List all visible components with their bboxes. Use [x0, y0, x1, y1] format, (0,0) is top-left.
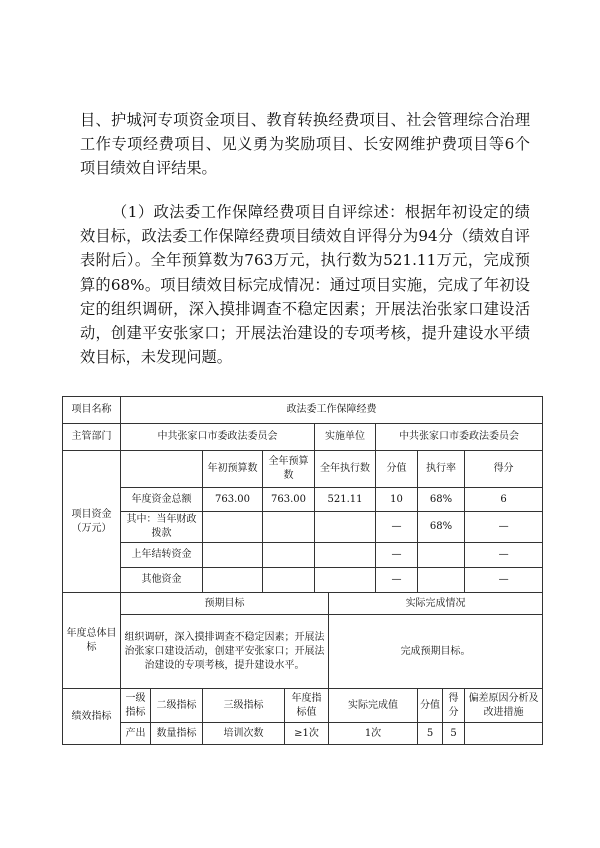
indicator-cell: 培训次数 — [203, 723, 285, 745]
indicator-header: 实际完成值 — [329, 689, 418, 723]
funds-label: 项目资金（万元） — [63, 451, 121, 593]
funds-cell: — — [376, 543, 418, 568]
funds-header-blank — [121, 451, 203, 488]
indicator-header: 三级指标 — [203, 689, 285, 723]
funds-cell — [315, 512, 376, 543]
indicator-cell: 5 — [418, 723, 443, 745]
funds-cell: 68% — [418, 488, 465, 512]
dept-label: 主管部门 — [63, 424, 121, 451]
funds-cell — [418, 543, 465, 568]
project-name: 政法委工作保障经费 — [121, 397, 543, 424]
performance-table — [62, 396, 543, 745]
funds-cell: — — [376, 568, 418, 593]
actual-result: 完成预期目标。 — [329, 615, 543, 689]
expected-goal-header: 预期目标 — [121, 593, 329, 615]
funds-cell: 763.00 — [263, 488, 315, 512]
indicator-header: 二级指标 — [151, 689, 203, 723]
funds-cell: 10 — [376, 488, 418, 512]
indicator-header: 一级指标 — [121, 689, 151, 723]
indicator-cell: 1次 — [329, 723, 418, 745]
funds-header: 执行率 — [418, 451, 465, 488]
funds-header: 分值 — [376, 451, 418, 488]
funds-row-label: 其中：当年财政拨款 — [121, 512, 203, 543]
funds-cell — [263, 512, 315, 543]
indicator-label: 绩效指标 — [63, 689, 121, 745]
impl-label: 实施单位 — [315, 424, 376, 451]
indicator-header: 分值 — [418, 689, 443, 723]
funds-header: 得分 — [465, 451, 543, 488]
funds-header: 全年执行数 — [315, 451, 376, 488]
funds-cell: — — [465, 568, 543, 593]
dept-value: 中共张家口市委政法委员会 — [121, 424, 315, 451]
indicator-cell: 数量指标 — [151, 723, 203, 745]
funds-cell — [315, 543, 376, 568]
funds-header: 全年预算数 — [263, 451, 315, 488]
funds-cell — [418, 568, 465, 593]
goal-label: 年度总体目标 — [63, 593, 121, 689]
funds-cell — [263, 543, 315, 568]
summary-paragraph: （1）政法委工作保障经费项目自评综述：根据年初设定的绩效目标，政法委工作保障经费项目绩效自评得分为94分（绩效自评表附后）。全年预算数为763万元，执行数为521.11万元，完成预算的68%。项目绩效目标完成情况：通过项目实施，完成了年初设定的组织调研，深入摸排调查不稳定因素；开展法治张家口建设活动，创建平安张家口；开展法治建设的专项考核，提升建设水平绩效目标，未发现问题。 — [80, 203, 530, 367]
funds-cell — [203, 512, 263, 543]
funds-cell: 68% — [418, 512, 465, 543]
funds-row-label: 上年结转资金 — [121, 543, 203, 568]
expected-goal: 组织调研，深入摸排调查不稳定因素；开展法治张家口建设活动，创建平安张家口；开展法治建设的专项考核，提升建设水平。 — [121, 615, 329, 689]
indicator-cell — [465, 723, 543, 745]
actual-result-header: 实际完成情况 — [329, 593, 543, 615]
funds-row-label: 年度资金总额 — [121, 488, 203, 512]
funds-cell: 521.11 — [315, 488, 376, 512]
funds-cell — [203, 568, 263, 593]
indicator-header: 得分 — [443, 689, 465, 723]
funds-cell: — — [465, 543, 543, 568]
funds-cell — [315, 568, 376, 593]
intro-paragraph: 目、护城河专项资金项目、教育转换经费项目、社会管理综合治理工作专项经费项目、见义勇为奖励项目、长安网维护费项目等6个项目绩效自评结果。 — [80, 111, 530, 178]
impl-value: 中共张家口市委政法委员会 — [376, 424, 543, 451]
indicator-header: 偏差原因分析及改进措施 — [465, 689, 543, 723]
funds-cell: — — [465, 512, 543, 543]
project-name-label: 项目名称 — [63, 397, 121, 424]
indicator-cell: 5 — [443, 723, 465, 745]
funds-row-label: 其他资金 — [121, 568, 203, 593]
indicator-cell: ≥1次 — [285, 723, 329, 745]
indicator-cell: 产出 — [121, 723, 151, 745]
funds-cell — [263, 568, 315, 593]
indicator-header: 年度指标值 — [285, 689, 329, 723]
funds-cell — [203, 543, 263, 568]
funds-cell: 6 — [465, 488, 543, 512]
funds-cell: 763.00 — [203, 488, 263, 512]
funds-cell: — — [376, 512, 418, 543]
funds-header: 年初预算数 — [203, 451, 263, 488]
